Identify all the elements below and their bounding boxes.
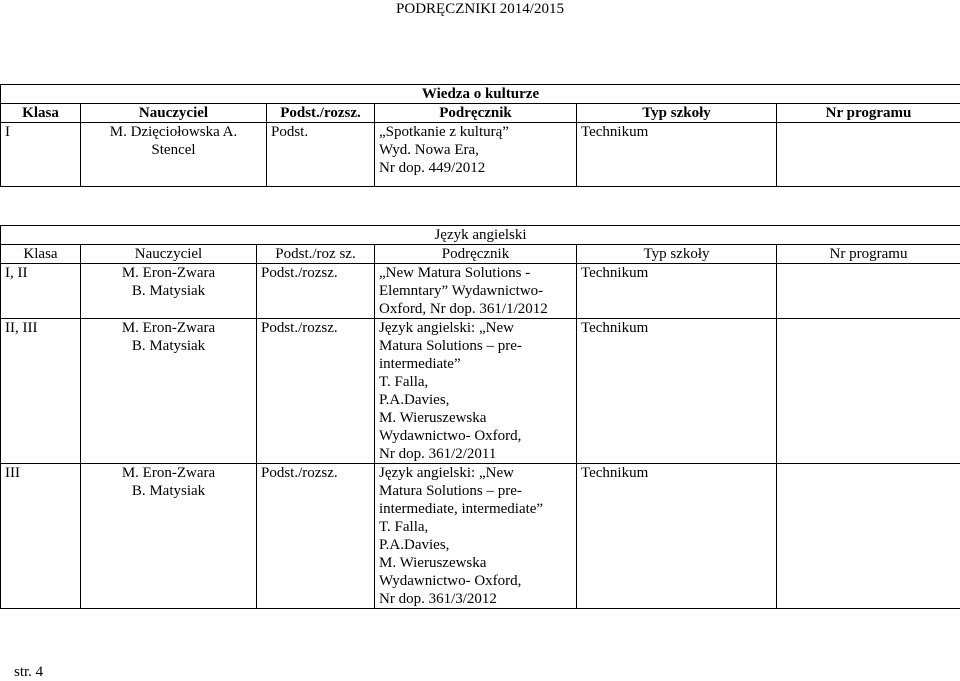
cell-nr — [777, 319, 960, 464]
cell-nr — [777, 264, 960, 319]
cell-zakres: Podst./rozsz. — [257, 464, 375, 609]
cell-typ: Technikum — [577, 464, 777, 609]
table-wiedza-o-kulturze — [0, 84, 960, 187]
cell-zakres: Podst./rozsz. — [257, 319, 375, 464]
table-row — [1, 319, 960, 464]
cell-podrecznik: „New Matura Solutions - Elemntary” Wydawnictwo- Oxford, Nr dop. 361/1/2012 — [375, 264, 577, 319]
cell-nauczyciel: M. Eron-Zwara B. Matysiak — [81, 464, 257, 609]
cell-klasa: I, II — [1, 264, 81, 319]
column-header: Typ szkoły — [577, 245, 777, 264]
column-header: Nauczyciel — [81, 104, 267, 123]
cell-podrecznik: Język angielski: „New Matura Solutions – pre- intermediate” T. Falla, P.A.Davies, M. Wieruszewska Wydawnictwo- Oxford, Nr dop. 361/2/2011 — [375, 319, 577, 464]
column-header: Klasa — [1, 104, 81, 123]
column-header: Podręcznik — [375, 104, 577, 123]
column-header: Nr programu — [777, 104, 960, 123]
page-header: PODRĘCZNIKI 2014/2015 — [396, 1, 564, 17]
cell-zakres: Podst. — [267, 123, 375, 187]
cell-nr — [777, 123, 960, 187]
cell-podrecznik: Język angielski: „New Matura Solutions – pre- intermediate, intermediate” T. Falla, P.A.Davies, M. Wieruszewska Wydawnictwo- Oxford, Nr dop. 361/3/2012 — [375, 464, 577, 609]
column-header: Nr programu — [777, 245, 960, 264]
section-title: Wiedza o kulturze — [1, 85, 960, 104]
table-jezyk-angielski — [0, 225, 960, 609]
column-header: Klasa — [1, 245, 81, 264]
cell-klasa: I — [1, 123, 81, 187]
column-header: Typ szkoły — [577, 104, 777, 123]
table-row — [1, 464, 960, 609]
cell-typ: Technikum — [577, 264, 777, 319]
cell-typ: Technikum — [577, 123, 777, 187]
column-header: Podst./roz sz. — [257, 245, 375, 264]
column-header: Podręcznik — [375, 245, 577, 264]
cell-nr — [777, 464, 960, 609]
cell-zakres: Podst./rozsz. — [257, 264, 375, 319]
cell-klasa: III — [1, 464, 81, 609]
cell-nauczyciel: M. Eron-Zwara B. Matysiak — [81, 264, 257, 319]
cell-klasa: II, III — [1, 319, 81, 464]
page-number: str. 4 — [14, 664, 44, 680]
column-header: Nauczyciel — [81, 245, 257, 264]
cell-nauczyciel: M. Dzięciołowska A. Stencel — [81, 123, 267, 187]
column-header: Podst./rozsz. — [267, 104, 375, 123]
cell-podrecznik: „Spotkanie z kulturą” Wyd. Nowa Era, Nr dop. 449/2012 — [375, 123, 577, 187]
section-title: Język angielski — [1, 226, 960, 245]
cell-nauczyciel: M. Eron-Zwara B. Matysiak — [81, 319, 257, 464]
table-row — [1, 123, 960, 187]
cell-typ: Technikum — [577, 319, 777, 464]
table-row — [1, 264, 960, 319]
